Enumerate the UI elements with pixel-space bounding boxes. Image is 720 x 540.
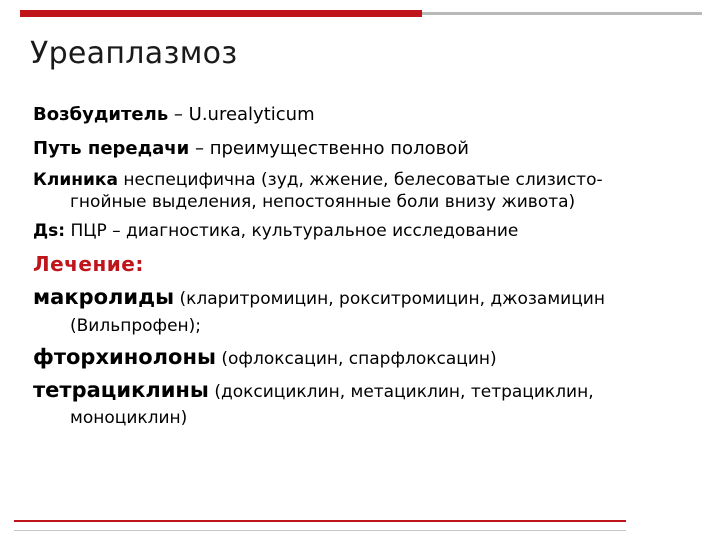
- bottom-accent-line: [14, 520, 626, 522]
- macrolides-text: (кларитромицин, рокситромицин, джозамицин: [174, 289, 605, 309]
- clinic-line: [33, 170, 603, 190]
- top-gray-line: [422, 12, 702, 15]
- tetracyclines-line: [33, 378, 594, 402]
- slide-title: Уреаплазмоз: [30, 36, 238, 71]
- macrolides-line: [33, 285, 605, 309]
- macrolides-label: макролиды: [33, 285, 175, 309]
- tetracyclines-label: тетрациклины: [33, 378, 209, 402]
- top-accent-bar: [20, 10, 422, 17]
- clinic-continuation: гнойные выделения, непостоянные боли внизу живота): [70, 192, 576, 212]
- clinic-text: неспецифична (зуд, жжение, белесоватые слизисто-: [117, 170, 603, 190]
- diagnosis-line: [33, 221, 518, 241]
- fluoroquinolones-line: [33, 345, 497, 369]
- transmission-text: – преимущественно половой: [189, 138, 469, 159]
- transmission-line: [33, 138, 469, 159]
- bottom-gray-line: [14, 530, 626, 531]
- clinic-label: Клиника: [33, 170, 118, 190]
- pathogen-line: [33, 104, 315, 125]
- treatment-heading: Лечение:: [33, 252, 144, 276]
- fluoroquinolones-text: (офлоксацин, спарфлоксацин): [215, 349, 497, 369]
- tetracyclines-continuation: моноциклин): [70, 408, 188, 428]
- fluoroquinolones-label: фторхинолоны: [33, 345, 216, 369]
- diagnosis-label: Дs:: [33, 221, 66, 241]
- pathogen-text: – U.urealyticum: [168, 104, 315, 125]
- tetracyclines-text: (доксициклин, метациклин, тетрациклин,: [208, 382, 594, 402]
- diagnosis-text: ПЦР – диагностика, культуральное исследование: [65, 221, 519, 241]
- pathogen-label: Возбудитель: [33, 104, 169, 125]
- macrolides-continuation: (Вильпрофен);: [70, 316, 202, 336]
- transmission-label: Путь передачи: [33, 138, 190, 159]
